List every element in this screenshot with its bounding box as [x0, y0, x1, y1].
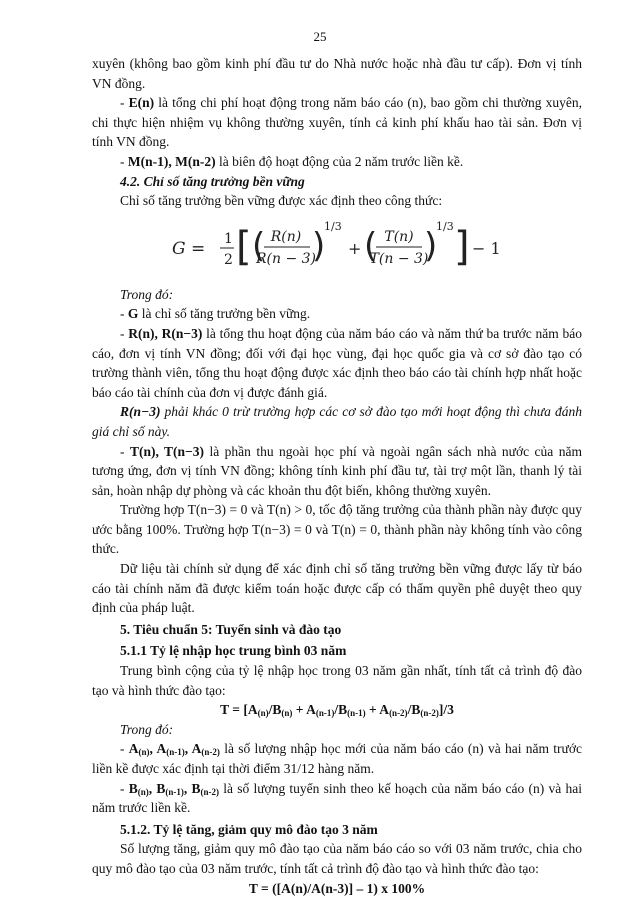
paragraph-5-1-1: Trung bình cộng của tỷ lệ nhập học trong 03 năm gần nhất, tính tất cả trình độ đào tạo và hình thức đào tạo: [92, 663, 582, 698]
formula-lhs: G = [172, 238, 206, 259]
paragraph-t-definition: - T(n), T(n−3) là phần thu ngoài học phí và ngoài ngân sách nhà nước của năm tương ứng, đơn vị tính VN đồng; không tính kinh phí đầu tư, tài trợ một lần, thanh lý tài sản, hoàn nhập dự phòng và các khoản thu đột biến, không thường xuyên. [92, 443, 582, 498]
term-r-note: R(n−3) [120, 404, 161, 420]
formula-bracket-open: [ [236, 223, 252, 270]
formula-enrollment-rate: $T = [A_{(n)}/B_{(n)} + A_{(n-1)}/B_{(n-1)} + A_{(n-2)}/B_{(n-2)}]/3$ [220, 702, 454, 719]
heading-5-1-1: 5.1.1 Tỷ lệ nhập học trung bình 03 năm [120, 643, 347, 659]
m-definition-text: là biên độ hoạt động của 2 năm trước liền kề. [215, 153, 464, 169]
term-b: $B_{(n)}$, $B_{(n-1)}$, $B_{(n-2)}$ [128, 780, 220, 797]
paragraph-special-cases: Trường hợp T(n−3) = 0 và T(n) > 0, tốc độ tăng trưởng của thành phần này được quy ước bằng 100%. Trường hợp T(n−3) = 0 và T(n) = 0, thành phần này không tính vào công thức. [92, 502, 582, 557]
a-definition-text: là số lượng nhập học mới của năm báo cáo (n) và hai năm trước liền kề được xác định tại thời điểm 31/12 hàng năm. [92, 741, 583, 776]
formula-plus: + [348, 238, 362, 258]
heading-4-2: 4.2. Chỉ số tăng trưởng bền vững [120, 173, 305, 189]
paragraph-e-definition: - E(n) là tổng chi phí hoạt động trong năm báo cáo (n), bao gồm chi thường xuyên, chi thực hiện nhiệm vụ không thường xuyên, tính cả kinh phí khấu hao tài sản. Đơn vị tính VN đồng. [92, 95, 582, 150]
paragraph-r-note [92, 402, 582, 441]
formula-scale-change: T = ([A(n)/A(n-3)] – 1) x 100% [248, 880, 426, 896]
term-g: G [127, 306, 139, 322]
e-definition-text: là tổng chi phí hoạt động trong năm báo cáo (n), bao gồm chi thường xuyên, chi thực hiện nhiệm vụ không thường xuyên, tính cả kinh phí khấu hao tài sản. Đơn vị tính VN đồng. [92, 95, 582, 150]
g-definition-text: là chỉ số tăng trưởng bền vững. [138, 306, 311, 322]
formula-bracket-close: ] [454, 223, 470, 270]
term-r: R(n), R(n−3) [128, 325, 203, 341]
paragraph-intro-4-2: Chỉ số tăng trưởng bền vững được xác định theo công thức: [120, 193, 443, 209]
paragraph-r-definition: - R(n), R(n−3) là tổng thu hoạt động của năm báo cáo và năm thứ ba trước năm báo cáo, đơn vị tính VN đồng; đối với đại học vùng, đại học quốc gia và cơ sở đào tạo có trường thành viên, tổng thu hoạt động được xác định theo báo cáo tài chính hợp nhất hoặc báo cáo tài chính của đơn vị được đánh giá. [92, 325, 582, 400]
formula-t-num: T(n) [384, 228, 414, 245]
formula-paren-close-2: ) [424, 225, 438, 266]
formula-g-svg [172, 216, 502, 280]
formula-half-den: 2 [224, 251, 233, 268]
formula-r-den: R(n − 3) [255, 250, 317, 267]
label-trong-do-2: Trong đó: [120, 721, 174, 737]
paragraph-m-definition: - M(n-1), M(n-2) là biên độ hoạt động của 2 năm trước liền kề. [120, 153, 464, 169]
page-body [92, 54, 582, 898]
formula-r-num: R(n) [270, 228, 302, 245]
page-number: 25 [313, 29, 327, 44]
paragraph-a-definition: - $A_{(n)}$, $A_{(n-1)}$, $A_{(n-2)}$ là số lượng nhập học mới của năm báo cáo (n) và hai năm trước liền kề được xác định tại thời điểm 31/12 hàng năm. [92, 741, 583, 776]
formula-exp-2: 1/3 [436, 219, 454, 233]
term-e: E(n) [128, 95, 155, 111]
paragraph-continuation: xuyên (không bao gồm kinh phí đầu tư do Nhà nước hoặc nhà đầu tư cấp). Đơn vị tính VN đồng. [92, 56, 582, 91]
formula-paren-open-2: ( [364, 225, 378, 266]
formula-growth-index [92, 211, 582, 285]
heading-section-5: 5. Tiêu chuẩn 5: Tuyển sinh và đào tạo [120, 621, 342, 637]
heading-5-1-2: 5.1.2. Tỷ lệ tăng, giảm quy mô đào tạo 3 năm [120, 821, 378, 837]
paragraph-data-source: Dữ liệu tài chính sử dụng để xác định chỉ số tăng trưởng bền vững được lấy từ báo cáo tài chính năm đã được kiểm toán hoặc được cấp có thẩm quyền phê duyệt theo quy định của pháp luật. [92, 561, 582, 616]
r-note-text: phải khác 0 trừ trường hợp các cơ sở đào tạo mới hoạt động thì chưa đánh giá chỉ số này. [92, 404, 582, 439]
term-a: $A_{(n)}$, $A_{(n-1)}$, $A_{(n-2)}$ [128, 741, 220, 758]
formula-exp-1: 1/3 [324, 219, 342, 233]
term-t: T(n), T(n−3) [129, 443, 204, 459]
b-definition-text: là số lượng tuyển sinh theo kế hoạch của năm báo cáo (n) và hai năm trước liền kề. [92, 780, 582, 816]
formula-t-den: T(n − 3) [369, 250, 429, 267]
t-definition-text: là phần thu ngoài học phí và ngoài ngân sách nhà nước của năm tương ứng, đơn vị tính VN đồng; không tính kinh phí đầu tư, tài trợ một lần, thanh lý tài sản, hoàn nhập dự phòng và các khoản thu đột biến, không thường xuyên. [92, 443, 582, 498]
label-trong-do-1: Trong đó: [120, 286, 174, 302]
paragraph-g-definition: - G là chỉ số tăng trưởng bền vững. [120, 306, 311, 322]
formula-tail: − 1 [472, 238, 501, 258]
paragraph-5-1-2: Số lượng tăng, giảm quy mô đào tạo của năm báo cáo so với 03 năm trước, chia cho quy mô đào tạo của 03 năm trước, tính tất cả trình độ đào tạo và hình thức đào tạo: [92, 841, 582, 876]
term-m: M(n-1), M(n-2) [127, 153, 216, 169]
formula-paren-close-1: ) [312, 225, 326, 266]
formula-half-num: 1 [224, 230, 233, 247]
r-definition-text: là tổng thu hoạt động của năm báo cáo và năm thứ ba trước năm báo cáo, đơn vị tính VN đồng; đối với đại học vùng, đại học quốc gia và cơ sở đào tạo có trường thành viên, tổng thu hoạt động được xác định theo báo cáo tài chính hợp nhất hoặc báo cáo tài chính của đơn vị được đánh giá. [92, 325, 582, 400]
paragraph-b-definition: - $B_{(n)}$, $B_{(n-1)}$, $B_{(n-2)}$ là số lượng tuyển sinh theo kế hoạch của năm báo cáo (n) và hai năm trước liền kề. [92, 780, 582, 816]
formula-paren-open-1: ( [252, 225, 266, 266]
